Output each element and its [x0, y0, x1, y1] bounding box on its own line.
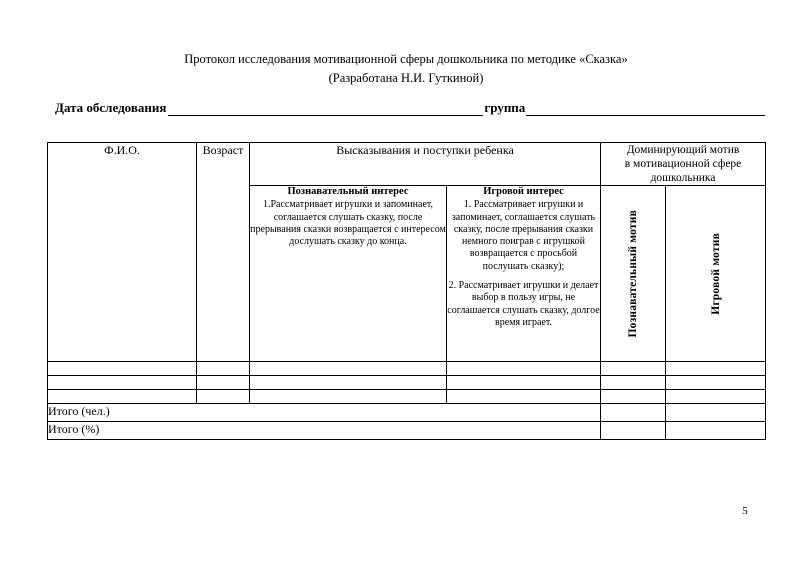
subheader-cognitive-interest: [250, 186, 447, 362]
cell-cognitive-motive[interactable]: [601, 362, 666, 376]
subheader-play-interest-title: Игровой интерес: [483, 186, 564, 197]
header-dominant-motive: [601, 143, 766, 186]
cell-fio[interactable]: [48, 362, 197, 376]
title-line-1: Протокол исследования мотивационной сферы дошкольника по методике «Сказка»: [184, 52, 628, 66]
cognitive-motive-vertical-wrap: [601, 186, 665, 361]
title-line-2: (Разработана Н.И. Гуткиной): [328, 71, 484, 85]
total-percent-cognitive-motive[interactable]: [601, 422, 666, 440]
document-title: [47, 50, 765, 88]
cell-play-interest[interactable]: [447, 376, 601, 390]
total-count-cognitive-motive[interactable]: [601, 404, 666, 422]
subheader-cognitive-interest-title: Познавательный интерес: [287, 186, 409, 197]
play-motive-vertical-wrap: [666, 186, 765, 361]
cell-fio[interactable]: [48, 376, 197, 390]
table-row[interactable]: [48, 362, 766, 376]
cell-cognitive-motive[interactable]: [601, 376, 666, 390]
cell-age[interactable]: [197, 362, 250, 376]
cell-fio[interactable]: [48, 390, 197, 404]
cell-age[interactable]: [197, 376, 250, 390]
total-count-label: Итого (чел.): [48, 404, 601, 422]
cell-age[interactable]: [197, 390, 250, 404]
date-blank-field[interactable]: [168, 102, 483, 116]
subheader-play-interest-item-1: 1. Рассматривает игрушки и запоминает, соглашается слушать сказку, после прерывания сказки немного поиграв с игрушкой возвращается с просьбой послушать сказку);: [451, 199, 596, 272]
header-dominant-motive-line-2: в мотивационной сфере: [624, 158, 742, 170]
total-percent-play-motive[interactable]: [666, 422, 766, 440]
cell-cognitive-interest[interactable]: [250, 362, 447, 376]
date-and-group-line: [55, 100, 765, 116]
header-age: Возраст: [197, 143, 250, 362]
cell-play-interest[interactable]: [447, 390, 601, 404]
subheader-play-motive-label: Игровой мотив: [709, 232, 722, 315]
group-blank-field[interactable]: [526, 102, 765, 116]
cell-play-interest[interactable]: [447, 362, 601, 376]
header-fio: Ф.И.О.: [48, 143, 197, 362]
header-dominant-motive-line-1: Доминирующий мотив: [626, 144, 740, 156]
subheader-cognitive-motive: [601, 186, 666, 362]
subheader-play-interest-item-2: 2. Рассматривает игрушки и делает выбор в пользу игры, не соглашается слушать сказку, долгое время играет.: [447, 280, 600, 328]
cell-cognitive-interest[interactable]: [250, 390, 447, 404]
page-number: 5: [742, 505, 748, 517]
cell-play-motive[interactable]: [666, 390, 766, 404]
subheader-cognitive-interest-body: 1.Рассматривает игрушки и запоминает, соглашается слушать сказку, после прерывания сказки возвращается с интересом дослушать сказку до конца.: [250, 199, 446, 248]
cell-cognitive-motive[interactable]: [601, 390, 666, 404]
header-statements: Высказывания и поступки ребенка: [250, 143, 601, 186]
subheader-play-interest: [447, 186, 601, 362]
header-dominant-motive-line-3: дошкольника: [650, 172, 716, 184]
subheader-play-motive: [666, 186, 766, 362]
cell-play-motive[interactable]: [666, 362, 766, 376]
total-percent-label: Итого (%): [48, 422, 601, 440]
total-row-percent[interactable]: [48, 422, 766, 440]
table-row[interactable]: [48, 390, 766, 404]
group-label: группа: [484, 100, 526, 115]
table-row[interactable]: [48, 376, 766, 390]
cell-play-motive[interactable]: [666, 376, 766, 390]
subheader-cognitive-motive-label: Познавательный мотив: [627, 209, 639, 338]
protocol-table: [47, 142, 766, 440]
cell-cognitive-interest[interactable]: [250, 376, 447, 390]
total-row-count[interactable]: [48, 404, 766, 422]
table-header-row-1: [48, 143, 766, 186]
total-count-play-motive[interactable]: [666, 404, 766, 422]
date-label: Дата обследования: [55, 100, 167, 115]
